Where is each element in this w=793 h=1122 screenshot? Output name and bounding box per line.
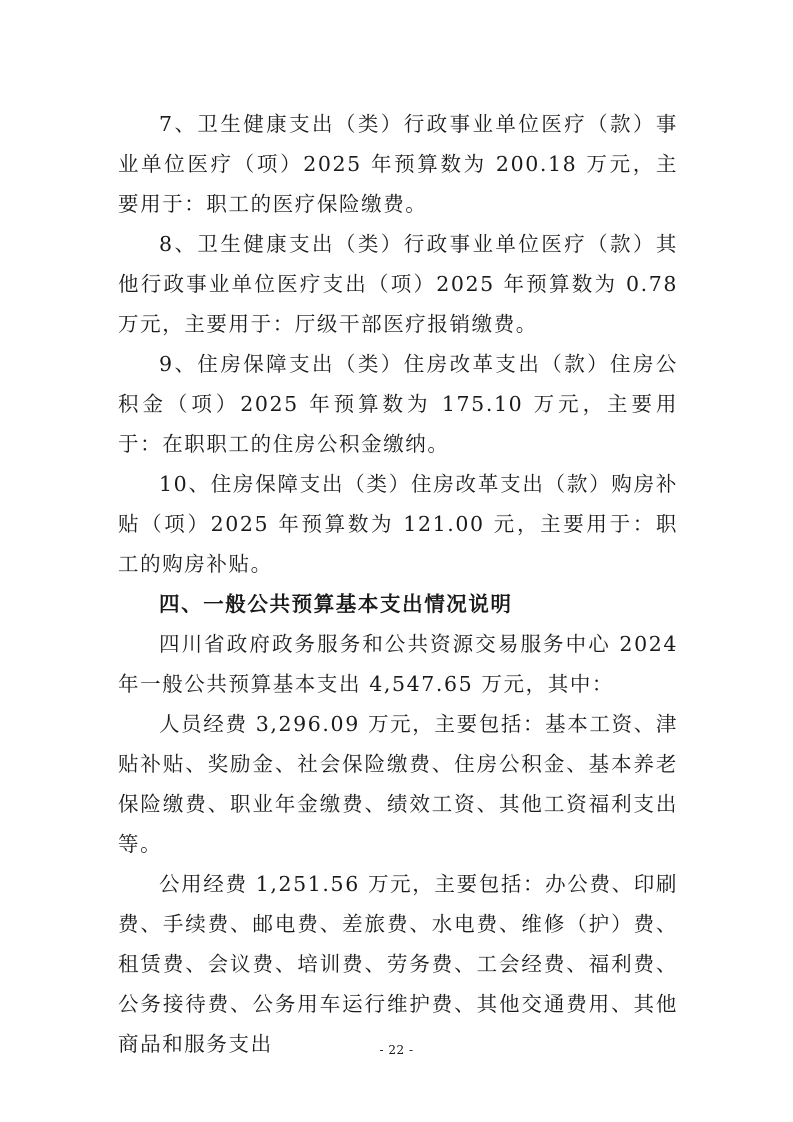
paragraph-item-9: 9、住房保障支出（类）住房改革支出（款）住房公积金（项）2025 年预算数为 175.10 万元，主要用于：在职职工的住房公积金缴纳。 — [118, 352, 678, 456]
paragraph-personnel-expenses: 人员经费 3,296.09 万元，主要包括：基本工资、津贴补贴、奖励金、社会保险缴费、住房公积金、基本养老保险缴费、职业年金缴费、绩效工资、其他工资福利支出等。 — [118, 712, 678, 856]
paragraph-item-7: 7、卫生健康支出（类）行政事业单位医疗（款）事业单位医疗（项）2025 年预算数为 200.18 万元，主要用于：职工的医疗保险缴费。 — [118, 112, 678, 216]
document-body — [118, 104, 678, 1064]
paragraph-public-expenses: 公用经费 1,251.56 万元，主要包括：办公费、印刷费、手续费、邮电费、差旅费、水电费、维修（护）费、租赁费、会议费、培训费、劳务费、工会经费、福利费、公务接待费、公务用车运行维护费、其他交通费用、其他商品和服务支出 — [118, 872, 678, 1056]
paragraph-basic-expenditure: 四川省政府政务服务和公共资源交易服务中心 2024 年一般公共预算基本支出 4,547.65 万元，其中： — [118, 632, 678, 696]
paragraph-item-10: 10、住房保障支出（类）住房改革支出（款）购房补贴（项）2025 年预算数为 121.00 元，主要用于：职工的购房补贴。 — [118, 472, 678, 576]
paragraph-item-8: 8、卫生健康支出（类）行政事业单位医疗（款）其他行政事业单位医疗支出（项）2025 年预算数为 0.78 万元，主要用于：厅级干部医疗报销缴费。 — [118, 232, 678, 336]
page-number: - 22 - — [379, 1043, 414, 1057]
section-heading: 四、一般公共预算基本支出情况说明 — [159, 592, 513, 616]
